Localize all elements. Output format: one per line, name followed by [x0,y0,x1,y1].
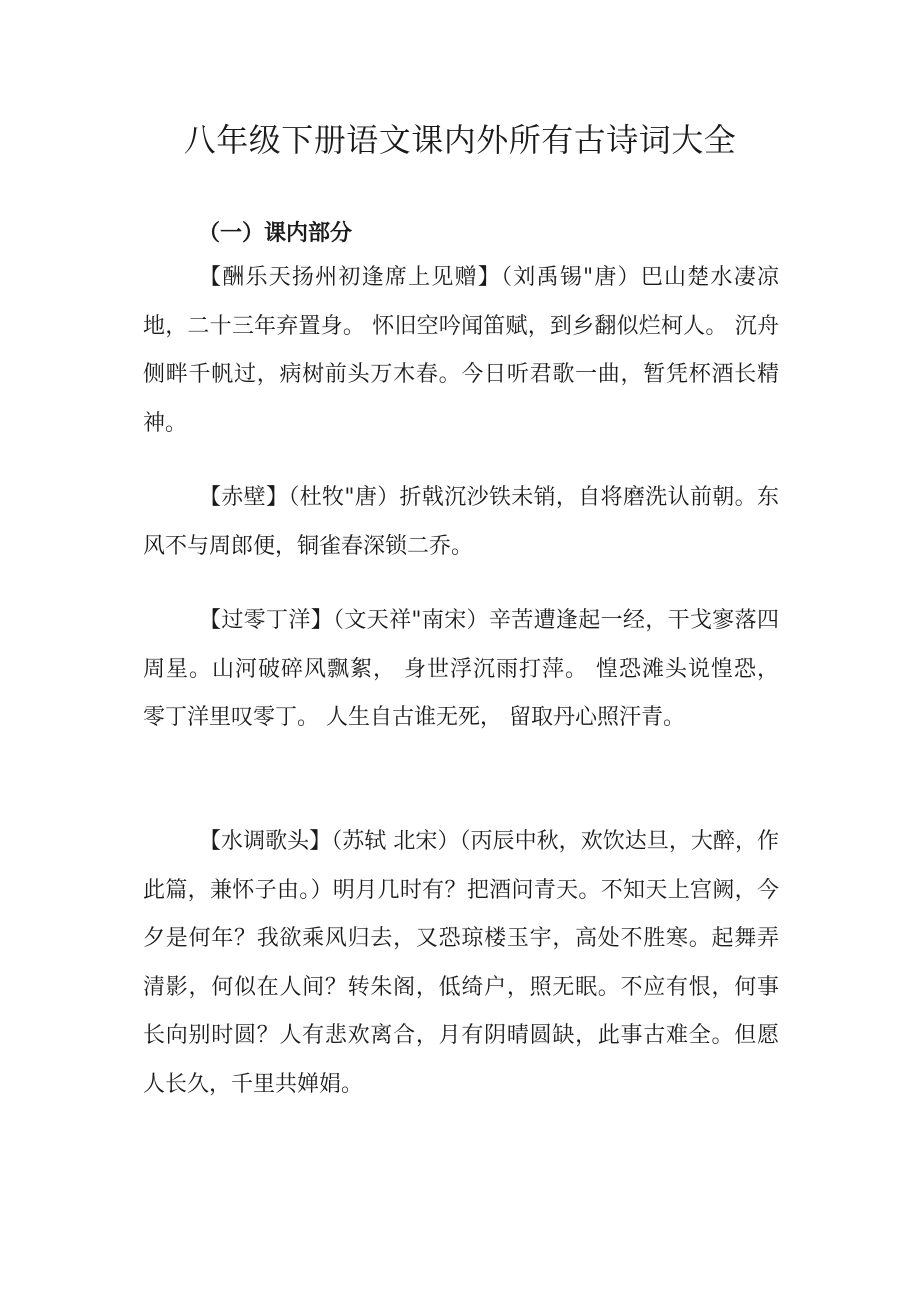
poem-4 [143,818,779,1109]
section-heading: （一）课内部分 [198,221,353,246]
page-title: 八年级下册语文课内外所有古诗词大全 [183,121,737,159]
poem-author: （杜牧"唐） [288,485,400,510]
poem-title: 【赤壁】 [199,485,289,510]
poem-text: 巴山楚水凄凉地，二十三年弃置身。 怀旧空吟闻笛赋，到乡翻似烂柯人。 沉舟侧畔千帆过，病树前头万木春。今日听君歌一曲，暂凭杯酒长精神。 [143,265,779,436]
poem-author: （苏轼 北宋）（丙辰中秋，欢饮达旦，大醉，作此篇，兼怀子由。） [143,829,779,903]
poem-text: 折戟沉沙铁未销，自将磨洗认前朝。东风不与周郎便，铜雀春深锁二乔。 [143,485,779,559]
poem-author: （文天祥"南宋） [333,608,489,633]
poem-author: （刘禹锡"唐） [501,265,641,290]
poem-text: 明月几时有？把酒问青天。不知天上宫阙，今夕是何年？我欲乘风归去，又恐琼楼玉宇，高处不胜寒。起舞弄清影，何似在人间？转朱阁，低绮户，照无眠。不应有恨，何事长向别时圆？人有悲欢离合，月有阴晴圆缺，此事古难全。但愿人长久，千里共婵娟。 [143,877,779,1097]
poem-text: 辛苦遭逢起一经，干戈寥落四周星。山河破碎风飘絮， 身世浮沉雨打萍。 惶恐滩头说惶恐， 零丁洋里叹零丁。 人生自古谁无死， 留取丹心照汗青。 [143,608,779,730]
poem-3 [143,597,779,743]
poem-1 [143,254,779,448]
poem-2 [143,474,779,571]
poem-title: 【酬乐天扬州初逢席上见赠】 [199,265,502,290]
poem-title: 【水调歌头】 [199,829,332,854]
poem-title: 【过零丁洋】 [199,608,334,633]
